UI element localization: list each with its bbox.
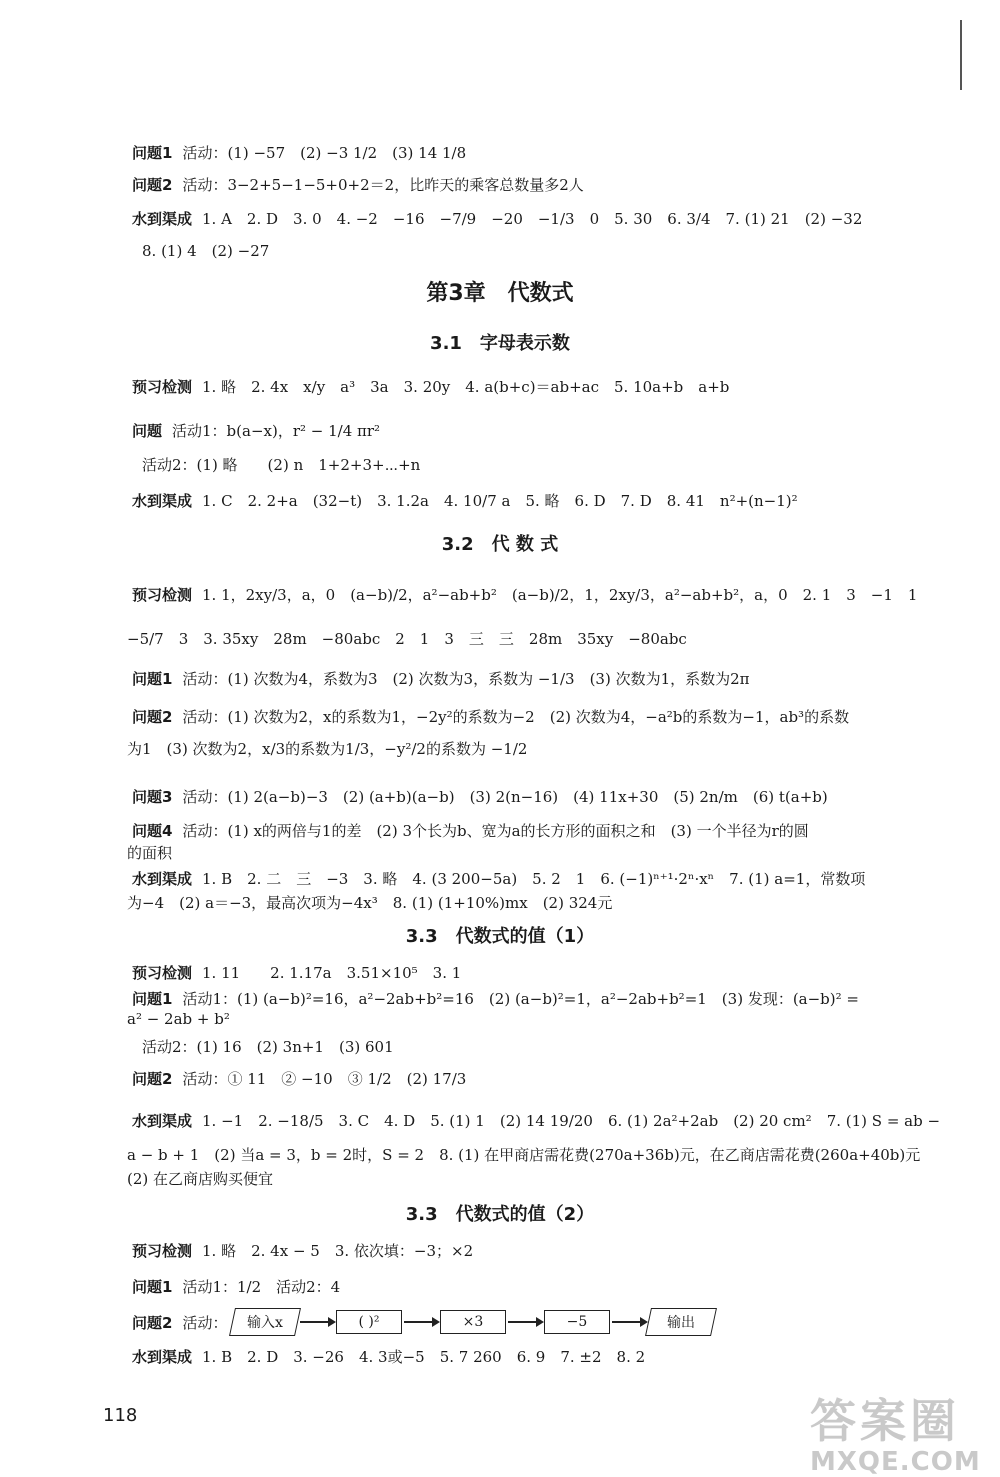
flow-input-box: 输入x <box>229 1308 301 1336</box>
answer-line: 问题3 活动：(1) 2(a−b)−3 (2) (a+b)(a−b) (3) 2(n−16) (4) 11x+30 (5) 2n/m (6) t(a+b) <box>132 788 828 806</box>
answer-line: a − b + 1 (2) 当a = 3，b = 2时，S = 2 8. (1) 在甲商店需花费(270a+36b)元，在乙商店需花费(260a+40b)元 <box>127 1146 921 1164</box>
flow-step-box: ( )² <box>336 1310 402 1334</box>
answer-line: 活动2：(1) 略 (2) n 1+2+3+⋯+n <box>142 456 421 474</box>
answer-line: 问题4 活动：(1) x的两倍与1的差 (2) 3个长为b、宽为a的长方形的面积之和 (3) 一个半径为r的圆 <box>132 822 809 840</box>
answer-line: 水到渠成 1. −1 2. −18/5 3. C 4. D 5. (1) 1 (2) 14 19/20 6. (1) 2a²+2ab (2) 20 cm² 7. (1) S = ab − <box>132 1112 941 1130</box>
answer-line: 8. (1) 4 (2) −27 <box>142 242 270 260</box>
answer-line: a² − 2ab + b² <box>127 1010 230 1028</box>
watermark-logo: 答案圈 MXQE.COM <box>810 1394 981 1477</box>
answer-line: 预习检测 1. 略 2. 4x − 5 3. 依次填：−3；×2 <box>132 1242 474 1260</box>
answer-line: 的面积 <box>127 844 173 862</box>
page-number: 118 <box>103 1405 138 1426</box>
answer-line: (2) 在乙商店购买便宜 <box>127 1170 274 1188</box>
section-title: 3.3 代数式的值（2） <box>405 1204 595 1225</box>
answer-line: 为−4 (2) a＝−3，最高次项为−4x³ 8. (1) (1+10%)mx (2) 324元 <box>127 894 613 912</box>
answer-line: 问题2 活动：3−2+5−1−5+0+2＝2，比昨天的乘客总数量多2人 <box>132 176 584 194</box>
answer-line: 问题 活动1：b(a−x)，r² − 1/4 πr² <box>132 422 381 440</box>
answer-line: 问题1 活动1：1/2 活动2：4 <box>132 1278 341 1296</box>
flow-step-box: ×3 <box>440 1310 506 1334</box>
answer-line: 水到渠成 1. A 2. D 3. 0 4. −2 −16 −7/9 −20 −1/3 0 5. 30 6. 3/4 7. (1) 21 (2) −32 <box>132 210 863 228</box>
arrow-icon <box>508 1321 542 1323</box>
arrow-icon <box>300 1321 334 1323</box>
arrow-icon <box>404 1321 438 1323</box>
answer-line: 预习检测 1. 11 2. 1.17a 3.51×10⁵ 3. 1 <box>132 964 462 982</box>
answer-line: 预习检测 1. 略 2. 4x x/y a³ 3a 3. 20y 4. a(b+c)＝ab+ac 5. 10a+b a+b <box>132 378 730 396</box>
answer-line: 水到渠成 1. B 2. D 3. −26 4. 3或−5 5. 7 260 6. 9 7. ±2 8. 2 <box>132 1348 646 1366</box>
chapter-title: 第3章 代数式 <box>426 281 574 306</box>
answer-line: 水到渠成 1. B 2. 二 三 −3 3. 略 4. (3 200−5a) 5. 2 1 6. (−1)ⁿ⁺¹·2ⁿ·xⁿ 7. (1) a=1，常数项 <box>132 870 866 888</box>
section-title: 3.3 代数式的值（1） <box>405 926 595 947</box>
answer-line: 为1 (3) 次数为2，x/3的系数为1/3，−y²/2的系数为 −1/2 <box>127 740 528 758</box>
arrow-icon <box>612 1321 646 1323</box>
answer-line: 问题2 活动：(1) 次数为2，x的系数为1，−2y²的系数为−2 (2) 次数为4，−a²b的系数为−1，ab³的系数 <box>132 708 850 726</box>
answer-line: 问题2 活动：① 11 ② −10 ③ 1/2 (2) 17/3 <box>132 1070 467 1088</box>
section-title: 3.1 字母表示数 <box>430 333 570 354</box>
answer-line: 水到渠成 1. C 2. 2+a (32−t) 3. 1.2a 4. 10/7 a 5. 略 6. D 7. D 8. 41 n²+(n−1)² <box>132 492 798 510</box>
page-edge-mark <box>960 20 962 90</box>
section-title: 3.2 代 数 式 <box>441 534 559 555</box>
answer-line: 问题1 活动1：(1) (a−b)²=16，a²−2ab+b²=16 (2) (a−b)²=1，a²−2ab+b²=1 (3) 发现：(a−b)² = <box>132 990 859 1008</box>
flow-step-box: −5 <box>544 1310 610 1334</box>
answer-line: 活动2：(1) 16 (2) 3n+1 (3) 601 <box>142 1038 394 1056</box>
answer-line: 问题1 活动：(1) 次数为4，系数为3 (2) 次数为3，系数为 −1/3 (3) 次数为1，系数为2π <box>132 670 750 688</box>
answer-line: 问题2 活动： <box>132 1314 228 1332</box>
answer-line: 预习检测 1. 1，2xy/3，a，0 (a−b)/2，a²−ab+b² (a−b)/2，1，2xy/3，a²−ab+b²，a，0 2. 1 3 −1 1 <box>132 586 918 604</box>
answer-line: 问题1 活动：(1) −57 (2) −3 1/2 (3) 14 1/8 <box>132 144 467 162</box>
flowchart <box>232 1308 714 1336</box>
flow-output-box: 输出 <box>645 1308 717 1336</box>
answer-line: −5/7 3 3. 35xy 28m −80abc 2 1 3 三 三 28m 35xy −80abc <box>127 630 687 648</box>
